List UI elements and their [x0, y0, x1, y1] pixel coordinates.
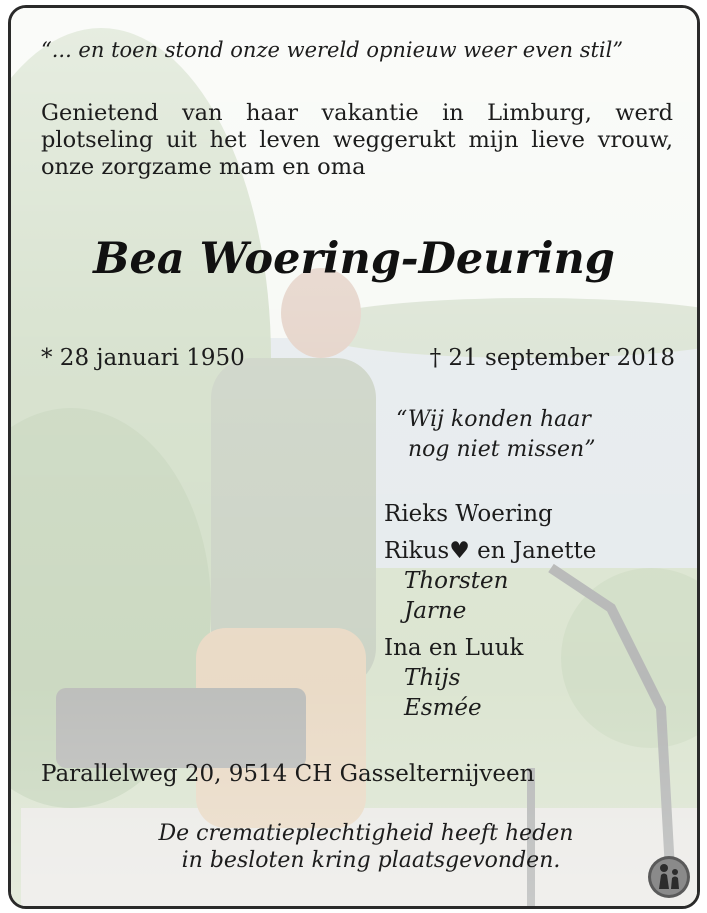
- cremation-line: in besloten kring plaatsgevonden.: [181, 848, 561, 873]
- intro-line: plotseling uit het leven weggerukt mijn lieve vrouw,: [41, 127, 673, 153]
- family-list: [384, 499, 596, 723]
- birth-date: * 28 januari 1950: [41, 345, 245, 371]
- memorial-logo-icon: [647, 855, 691, 899]
- intro-line: Genietend van haar vakantie in Limburg, werd: [41, 100, 673, 126]
- family-line: Rikus♥ en Janette: [384, 538, 597, 564]
- second-quote-line: “Wij konden haar: [396, 407, 591, 432]
- deceased-name: Bea Woering-Deuring: [93, 234, 615, 284]
- family-line: Ina en Luuk: [384, 635, 524, 661]
- intro-line: onze zorgzame mam en oma: [41, 154, 366, 180]
- death-notice-card: [8, 5, 700, 909]
- grandchild-name: Thijs: [404, 665, 461, 691]
- intro-text: [41, 100, 673, 181]
- cremation-notice: [11, 820, 697, 874]
- grandchild-name: Jarne: [404, 598, 467, 624]
- grandchild-name: Thorsten: [404, 568, 509, 594]
- second-quote: [396, 405, 656, 465]
- opening-quote: “... en toen stond onze wereld opnieuw weer even stil”: [41, 38, 624, 62]
- second-quote-line: nog niet missen”: [408, 437, 596, 462]
- cremation-line: De crematieplechtigheid heeft heden: [158, 821, 574, 846]
- grandchild-name: Esmée: [404, 695, 482, 721]
- family-line: Rieks Woering: [384, 501, 553, 527]
- death-date: † 21 september 2018: [429, 345, 675, 371]
- address: Parallelweg 20, 9514 CH Gasselternijveen: [41, 761, 535, 787]
